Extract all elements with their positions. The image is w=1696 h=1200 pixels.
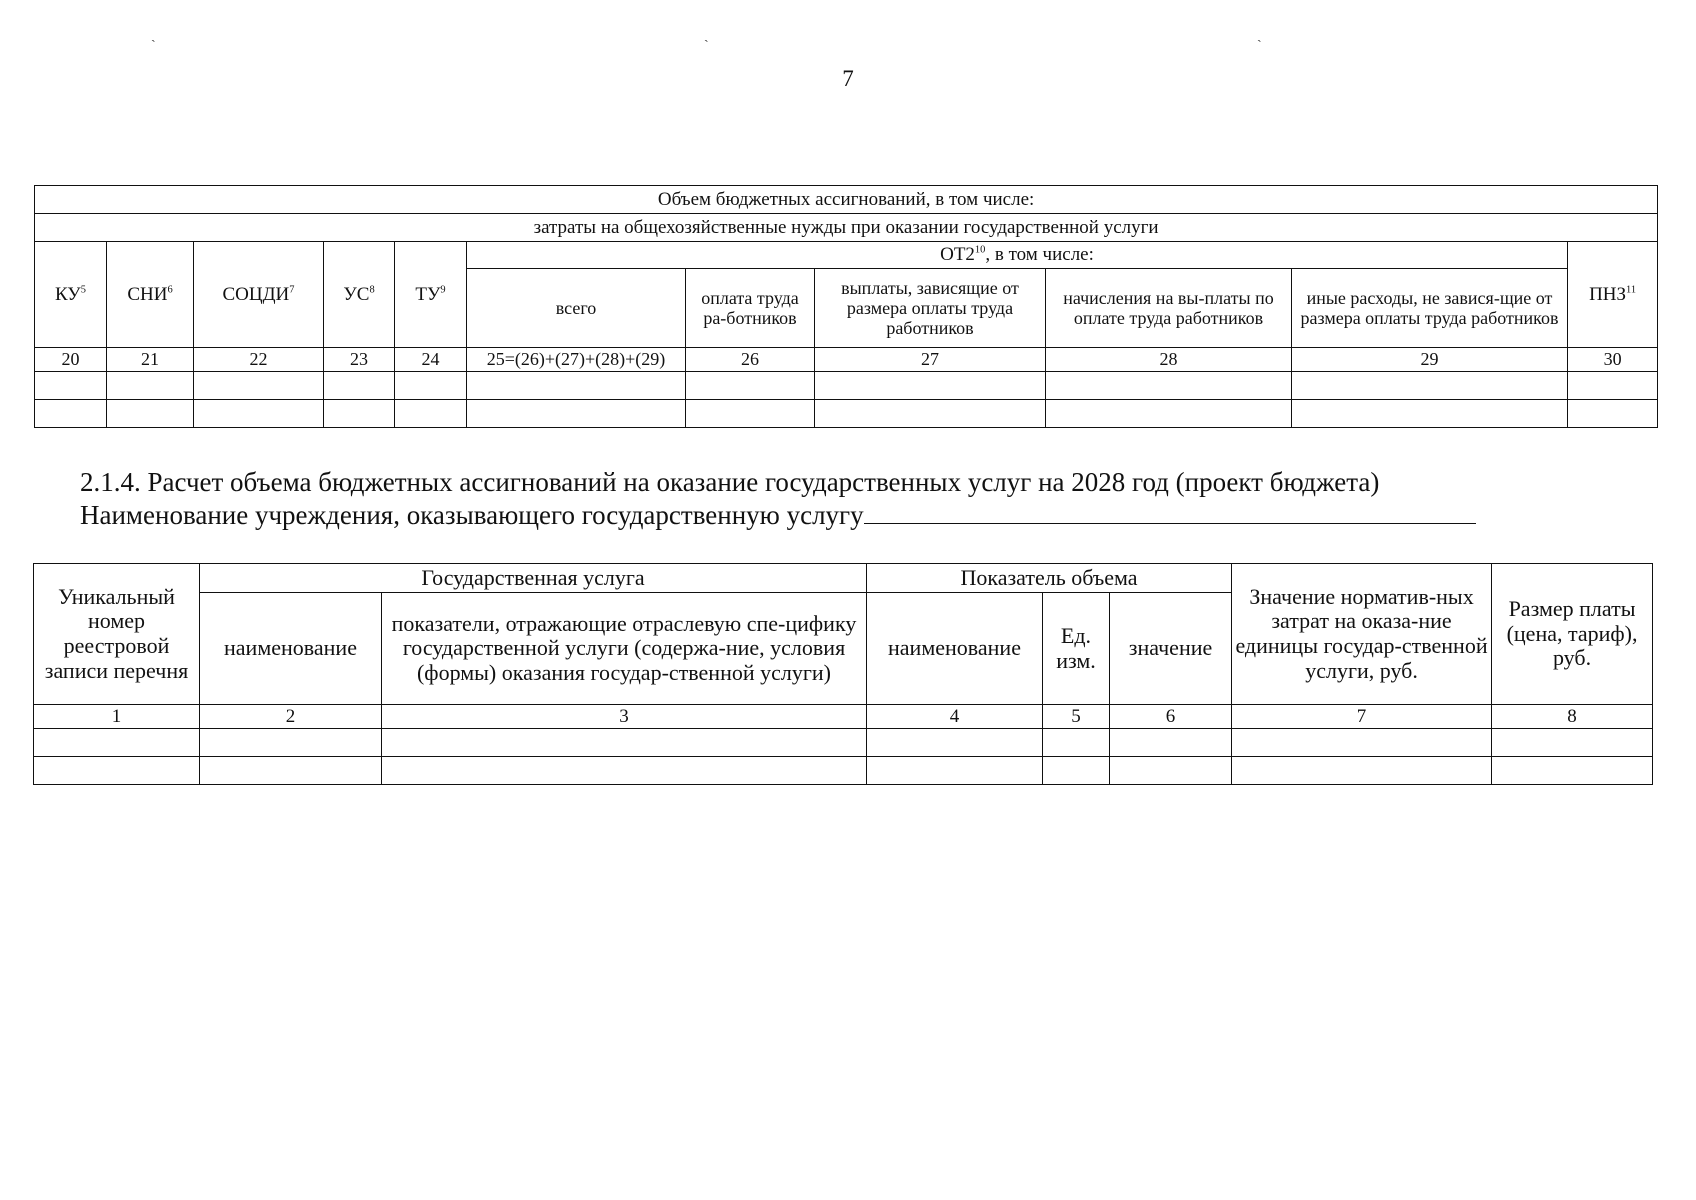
- col-service-indicators: показатели, отражающие отраслевую спе-цифику государственной услуги (содержа-ние, условия (формы) оказания государ-ственной услуги): [382, 593, 867, 705]
- col-accruals: начисления на вы-платы по оплате труда работников: [1046, 269, 1292, 348]
- table-row: [35, 400, 1658, 428]
- col-norm-costs: Значение норматив-ных затрат на оказа-ние единицы государ-ственной услуги, руб.: [1232, 564, 1492, 705]
- institution-label: Наименование учреждения, оказывающего государственную услугу: [80, 500, 864, 530]
- col-number: 22: [194, 348, 324, 372]
- col-total: всего: [467, 269, 686, 348]
- col-number: 29: [1292, 348, 1568, 372]
- col-number: 27: [815, 348, 1046, 372]
- col-number: 5: [1043, 705, 1110, 729]
- col-number: 24: [395, 348, 467, 372]
- col-number: 2: [200, 705, 382, 729]
- col-payments: выплаты, зависящие от размера оплаты труда работников: [815, 269, 1046, 348]
- col-other: иные расходы, не завися-щие от размера оплаты труда работников: [1292, 269, 1568, 348]
- col-fee: Размер платы (цена, тариф), руб.: [1492, 564, 1653, 705]
- page-number: 7: [842, 66, 854, 91]
- col-number: 8: [1492, 705, 1653, 729]
- col-volume-group: Показатель объема: [867, 564, 1232, 593]
- col-number: 21: [107, 348, 194, 372]
- col-pnz: ПНЗ$^{11}$: [1568, 242, 1658, 348]
- col-service-group: Государственная услуга: [200, 564, 867, 593]
- col-value: значение: [1110, 593, 1232, 705]
- col-number: 23: [324, 348, 395, 372]
- col-unit: Ед. изм.: [1043, 593, 1110, 705]
- section-heading: [80, 466, 1640, 532]
- service-calculation-table: [33, 563, 1653, 785]
- institution-line: [80, 499, 1640, 532]
- col-pay: оплата труда ра-ботников: [686, 269, 815, 348]
- col-number: 28: [1046, 348, 1292, 372]
- header-main: Объем бюджетных ассигнований, в том числе:: [35, 186, 1658, 214]
- col-number: 3: [382, 705, 867, 729]
- institution-blank-field[interactable]: [864, 499, 1476, 524]
- col-number: 6: [1110, 705, 1232, 729]
- col-number: 20: [35, 348, 107, 372]
- col-number: 4: [867, 705, 1043, 729]
- budget-allocation-table: [34, 185, 1658, 428]
- col-service-name: наименование: [200, 593, 382, 705]
- scan-mark: ˏ: [1257, 28, 1262, 43]
- col-number: 25=(26)+(27)+(28)+(29): [467, 348, 686, 372]
- col-unique-number: Уникальный номер реестровой записи перечня: [34, 564, 200, 705]
- scan-mark: ˏ: [151, 28, 156, 43]
- header-sub: затраты на общехозяйственные нужды при оказании государственной услуги: [35, 214, 1658, 242]
- table-row: [34, 729, 1653, 757]
- table-row: [35, 372, 1658, 400]
- col-socdi: СОЦДИ$^7$: [194, 242, 324, 348]
- scan-mark: ˏ: [704, 28, 709, 43]
- col-number: 26: [686, 348, 815, 372]
- section-title: 2.1.4. Расчет объема бюджетных ассигнований на оказание государственных услуг на 2028 год (проект бюджета): [80, 467, 1380, 497]
- col-number: 30: [1568, 348, 1658, 372]
- col-tu: $ТУ^9$: [395, 242, 467, 348]
- col-ku: $КУ^5$: [35, 242, 107, 348]
- col-number: 1: [34, 705, 200, 729]
- col-volume-name: наименование: [867, 593, 1043, 705]
- table-row: [34, 757, 1653, 785]
- col-ot2-group: $ОТ2^{10}$, в том числе:: [467, 242, 1568, 269]
- col-us: $УС^8$: [324, 242, 395, 348]
- col-number: 7: [1232, 705, 1492, 729]
- col-sni: СНИ$^6$: [107, 242, 194, 348]
